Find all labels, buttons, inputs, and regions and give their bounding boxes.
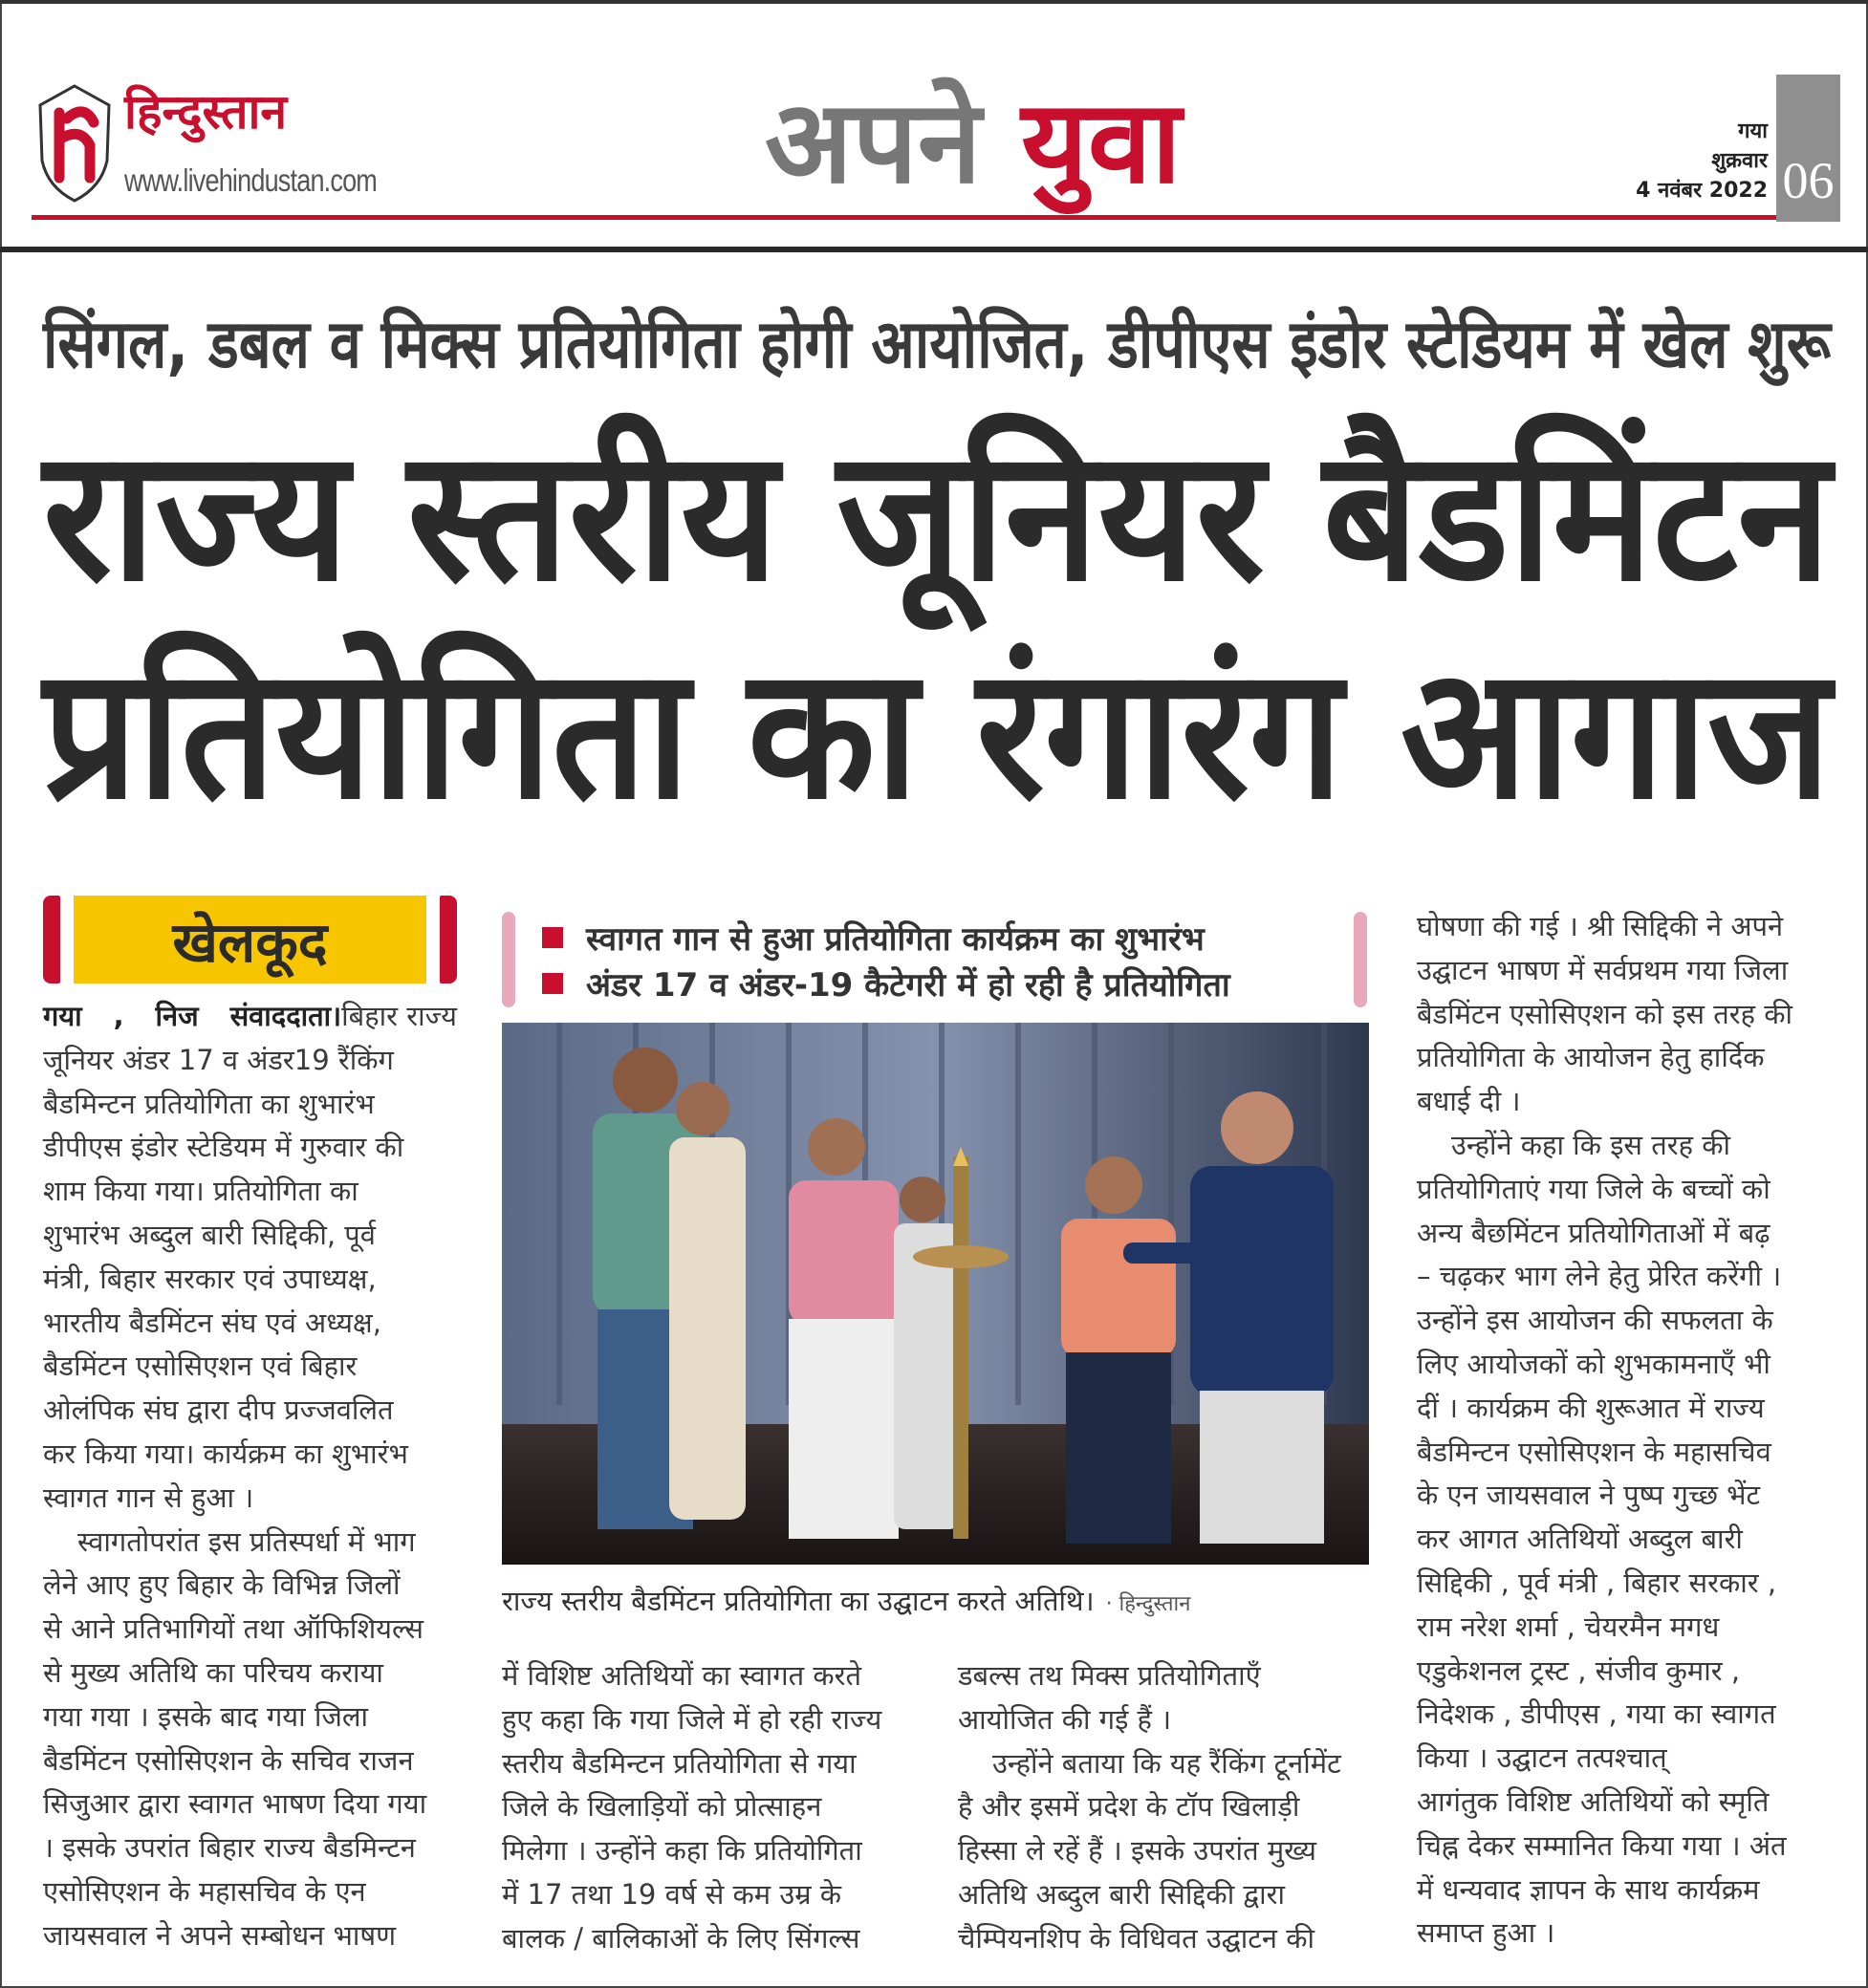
subheadline bbox=[43, 304, 1831, 384]
article-line bbox=[43, 1432, 457, 1476]
article-line-text: हुए कहा कि गया जिले में हो रही राज्य bbox=[502, 1702, 882, 1736]
highlight-item bbox=[542, 916, 1205, 960]
article-line-text: बिहार राज्य bbox=[341, 1000, 457, 1032]
article-line-text: उद्घाटन भाषण में सर्वप्रथम गया जिला bbox=[1417, 953, 1789, 986]
article-line-text: आगंतुक विशिष्ट अतिथियों को स्मृति bbox=[1417, 1785, 1770, 1818]
edition-date: 4 नवंबर 2022 bbox=[1636, 179, 1768, 203]
article-line-text: से मुख्य अतिथि का परिचय कराया bbox=[43, 1656, 383, 1689]
article-line bbox=[502, 1784, 913, 1828]
article-line-text: जायसवाल ने अपने सम्बोधन भाषण bbox=[43, 1918, 397, 1952]
article-line bbox=[43, 1695, 457, 1739]
article-line bbox=[1417, 1342, 1831, 1386]
article-line-text: कर आगत अतिथियों अब्दुल बारी bbox=[1417, 1523, 1743, 1556]
article-line bbox=[1417, 904, 1831, 948]
article-line-text: स्तरीय बैडमिन्टन प्रतियोगिता से गया bbox=[502, 1746, 857, 1780]
banner-left-bar bbox=[43, 896, 60, 983]
article-line-text: जिले के खिलाड़ियों को प्रोत्साहन bbox=[502, 1790, 822, 1824]
article-line-text: में विशिष्ट अतिथियों का स्वागत करते bbox=[502, 1659, 862, 1692]
article-line bbox=[1417, 1780, 1831, 1824]
article-line-text: उन्होंने इस आयोजन की सफलता के bbox=[1417, 1304, 1773, 1337]
article-line-text: ओलंपिक संघ द्वारा दीप प्रज्जवलित bbox=[43, 1394, 394, 1427]
article-line bbox=[43, 1082, 457, 1126]
article-line bbox=[958, 1653, 1369, 1697]
article-line-text: अतिथि अब्दुल बारी सिद्दिकी द्वारा bbox=[958, 1878, 1285, 1911]
article-line bbox=[43, 1739, 457, 1783]
article-line bbox=[43, 1782, 457, 1826]
article-line bbox=[1417, 1692, 1831, 1736]
highlight-item bbox=[542, 962, 1230, 1005]
article-line bbox=[43, 1388, 457, 1432]
article-line-text: एडुकेशनल ट्रस्ट , संजीव कुमार , bbox=[1417, 1653, 1741, 1687]
bullet-square-icon bbox=[542, 973, 563, 994]
article-line-text: बैडमिन्टन प्रतियोगिता का शुभारंभ bbox=[43, 1087, 375, 1120]
article-line-text: चैम्पियनशिप के विधिवत उद्घाटन की bbox=[958, 1921, 1315, 1955]
article-line bbox=[502, 1916, 913, 1960]
article-line bbox=[43, 1301, 457, 1345]
article-line-text: आयोजित की गई हैं । bbox=[958, 1702, 1172, 1736]
article-line bbox=[43, 1213, 457, 1257]
article-line bbox=[1417, 1561, 1831, 1605]
article-line bbox=[502, 1741, 913, 1785]
article-line bbox=[502, 1697, 913, 1741]
article-line-text: दीं । कार्यक्रम की शुरूआत में राज्य bbox=[1417, 1391, 1765, 1424]
article-line bbox=[43, 1913, 457, 1957]
article-line-text: प्रतियोगिताएं गया जिले के बच्चों को bbox=[1417, 1172, 1770, 1205]
article-line-text: से आने प्रतिभागियों तथा ऑफिशियल्स bbox=[43, 1612, 424, 1646]
article-line bbox=[1417, 1605, 1831, 1649]
article-line-text: निदेशक , डीपीएस , गया का स्वागत bbox=[1417, 1697, 1776, 1731]
article-line bbox=[1417, 1211, 1831, 1255]
article-line bbox=[1417, 948, 1831, 992]
article-line bbox=[1417, 1298, 1831, 1342]
edition-date-block bbox=[1636, 117, 1768, 205]
article-line bbox=[43, 1169, 457, 1213]
edition-city: गया bbox=[1738, 119, 1768, 143]
article-line-text: एसोसिएशन के महासचिव के एन bbox=[43, 1875, 366, 1908]
banner-label: खेलकूद bbox=[74, 896, 426, 983]
highlights-box bbox=[502, 908, 1367, 1008]
website-url: www.livehindustan.com bbox=[124, 162, 378, 198]
article-line bbox=[43, 1125, 457, 1169]
article-line bbox=[502, 1653, 913, 1697]
article-line bbox=[1417, 1123, 1831, 1167]
article-line bbox=[43, 994, 457, 1038]
article-line-text: मंत्री, बिहार सरकार एवं उपाध्यक्ष, bbox=[43, 1262, 377, 1295]
brand-name: हिन्दुस्तान bbox=[124, 84, 288, 140]
edition-weekday: शुक्रवार bbox=[1711, 149, 1768, 173]
article-line bbox=[502, 1828, 913, 1872]
article-line-text: स्वागत गान से हुआ । bbox=[43, 1480, 254, 1514]
article-line-text: भारतीय बैडमिंटन संघ एवं अध्यक्ष, bbox=[43, 1306, 381, 1339]
headline-text-2: प्रतियोगिता का रंगारंग आगाज bbox=[43, 628, 1831, 839]
article-line bbox=[1417, 1430, 1831, 1474]
article-line-text: उन्होंने कहा कि इस तरह की bbox=[1451, 1129, 1731, 1161]
highlight-right-bracket bbox=[1354, 912, 1367, 1007]
photo-caption bbox=[502, 1582, 1369, 1619]
article-line-text: बैडमिंटन एसोसिएशन को इस तरह की bbox=[1417, 997, 1793, 1030]
article-line-text: लेने आए हुए बिहार के विभिन्न जिलों bbox=[43, 1568, 401, 1602]
article-line bbox=[43, 1520, 457, 1564]
article-line bbox=[1417, 1868, 1831, 1912]
article-line-text: में 17 तथा 19 वर्ष से कम उम्र के bbox=[502, 1878, 842, 1911]
article-line bbox=[958, 1916, 1369, 1960]
section-title-part1: अपने bbox=[765, 76, 982, 209]
section-banner bbox=[43, 896, 457, 983]
highlight-text: स्वागत गान से हुआ प्रतियोगिता कार्यक्रम का शुभारंभ bbox=[586, 920, 1205, 959]
caption-text: राज्य स्तरीय बैडमिंटन प्रतियोगिता का उद्घाटन करते अतिथि। bbox=[502, 1585, 1095, 1617]
top-rule bbox=[0, 0, 1868, 4]
article-line bbox=[1417, 1035, 1831, 1079]
article-line-text: सिद्दिकी , पूर्व मंत्री , बिहार सरकार , bbox=[1417, 1567, 1777, 1599]
article-line bbox=[958, 1828, 1369, 1872]
article-line-text: मिलेगा । उन्होंने कहा कि प्रतियोगिता bbox=[502, 1834, 862, 1868]
article-line-text: प्रतियोगिता के आयोजन हेतु हार्दिक bbox=[1417, 1041, 1765, 1074]
headline-line-2 bbox=[43, 628, 1831, 839]
article-line-text: बधाई दी । bbox=[1417, 1085, 1521, 1118]
article-line bbox=[502, 1872, 913, 1916]
article-line bbox=[43, 1038, 457, 1082]
article-line bbox=[1417, 1824, 1831, 1868]
headline-text-1: राज्य स्तरीय जूनियर बैडमिंटन bbox=[43, 410, 1831, 621]
masthead-red-rule bbox=[32, 215, 1776, 220]
article-line bbox=[1417, 1517, 1831, 1561]
article-line bbox=[43, 1257, 457, 1301]
article-line-text: में धन्यवाद ज्ञापन के साथ कार्यक्रम bbox=[1417, 1872, 1760, 1906]
article-line bbox=[1417, 1649, 1831, 1693]
article-line-text: शाम किया गया। प्रतियोगिता का bbox=[43, 1175, 358, 1208]
article-line-text: उन्होंने बताया कि यह रैंकिंग टूर्नामेंट bbox=[992, 1746, 1341, 1780]
highlight-text: अंडर 17 व अंडर-19 कैटेगरी में हो रही है प्रतियोगिता bbox=[586, 966, 1230, 1005]
article-line-text: कर किया गया। कार्यक्रम का शुभारंभ bbox=[43, 1437, 408, 1470]
article-line bbox=[1417, 992, 1831, 1036]
article-line-text: समाप्त हुआ । bbox=[1417, 1916, 1555, 1950]
article-line-text: बैडमिन्टन एसोसिएशन के महासचिव bbox=[1417, 1435, 1771, 1468]
article-line-text: के एन जायसवाल ने पुष्प गुच्छ भेंट bbox=[1417, 1479, 1761, 1512]
headline-line-1 bbox=[43, 410, 1831, 621]
article-line-text: किया । उद्घाटन तत्पश्चात् bbox=[1417, 1741, 1667, 1775]
article-line-text: बालक / बालिकाओं के लिए सिंगल्स bbox=[502, 1921, 860, 1955]
article-line-text: है और इसमें प्रदेश के टॉप खिलाड़ी bbox=[958, 1790, 1300, 1824]
article-line bbox=[1417, 1079, 1831, 1123]
article-line-text: डबल्स तथ मिक्स प्रतियोगिताएँ bbox=[958, 1659, 1261, 1692]
section-title-part2: युवा bbox=[1021, 76, 1182, 209]
article-line bbox=[1417, 1736, 1831, 1780]
article-line-text: राम नरेश शर्मा , चेयरमैन मगध bbox=[1417, 1610, 1720, 1643]
article-line bbox=[43, 1869, 457, 1913]
photo-credit: · हिन्दुस्तान bbox=[1105, 1592, 1191, 1616]
article-line bbox=[958, 1741, 1369, 1785]
article-line bbox=[958, 1697, 1369, 1741]
article-line bbox=[1417, 1254, 1831, 1298]
hindustan-logo-icon bbox=[38, 84, 111, 203]
article-line-text: गया गया । इसके बाद गया जिला bbox=[43, 1699, 369, 1733]
article-line bbox=[1417, 1386, 1831, 1430]
article-line bbox=[43, 1607, 457, 1651]
article-line bbox=[958, 1784, 1369, 1828]
article-line-text: जूनियर अंडर 17 व अंडर19 रैंकिंग bbox=[43, 1043, 394, 1076]
article-line bbox=[43, 1826, 457, 1869]
bullet-square-icon bbox=[542, 927, 563, 948]
banner-right-bar bbox=[440, 896, 457, 983]
dateline: गया , निज संवाददाता। bbox=[43, 1000, 342, 1032]
highlight-left-bracket bbox=[502, 912, 515, 1007]
page-number: 06 bbox=[1776, 75, 1840, 222]
event-photo bbox=[502, 1023, 1369, 1565]
article-line bbox=[958, 1872, 1369, 1916]
article-line bbox=[1417, 1911, 1831, 1955]
article-line-text: बैडमिंटन एसोसिएशन एवं बिहार bbox=[43, 1350, 358, 1383]
article-line bbox=[43, 1344, 457, 1388]
article-line-text: हिस्सा ले रहें हैं । इसके उपरांत मुख्य bbox=[958, 1834, 1316, 1868]
article-line-text: – चढ़कर भाग लेने हेतु प्रेरित करेंगी । bbox=[1417, 1260, 1782, 1293]
article-line-text: स्वागतोपरांत इस प्रतिस्पर्धा में भाग bbox=[77, 1524, 416, 1558]
article-line-text: डीपीएस इंडोर स्टेडियम में गुरुवार की bbox=[43, 1131, 404, 1164]
article-line-text: अन्य बैछमिंटन प्रतियोगिताओं में बढ़ bbox=[1417, 1216, 1770, 1249]
article-line-text: सिजुआर द्वारा स्वागत भाषण दिया गया bbox=[43, 1787, 427, 1821]
article-line-text: लिए आयोजकों को शुभकामनाएँ भी bbox=[1417, 1348, 1770, 1380]
section-title bbox=[765, 76, 1182, 209]
subheadline-text: सिंगल, डबल व मिक्स प्रतियोगिता होगी आयोजित, डीपीएस इंडोर स्टेडियम में खेल शुरू bbox=[43, 305, 1831, 383]
article-line-text: शुभारंभ अब्दुल बारी सिद्दिकी, पूर्व bbox=[43, 1219, 376, 1251]
article-line bbox=[1417, 1167, 1831, 1211]
article-line bbox=[43, 1651, 457, 1695]
article-line bbox=[1417, 1473, 1831, 1517]
article-line-text: घोषणा की गई । श्री सिद्दिकी ने अपने bbox=[1417, 910, 1784, 942]
article-line bbox=[43, 1476, 457, 1520]
article-line-text: चिह्न देकर सम्मानित किया गया । अंत bbox=[1417, 1828, 1787, 1862]
article-line bbox=[43, 1563, 457, 1607]
masthead-black-rule bbox=[0, 247, 1868, 252]
article-line-text: । इसके उपरांत बिहार राज्य बैडमिन्टन bbox=[43, 1831, 416, 1865]
article-line-text: बैडमिंटन एसोसिएशन के सचिव राजन bbox=[43, 1743, 414, 1777]
